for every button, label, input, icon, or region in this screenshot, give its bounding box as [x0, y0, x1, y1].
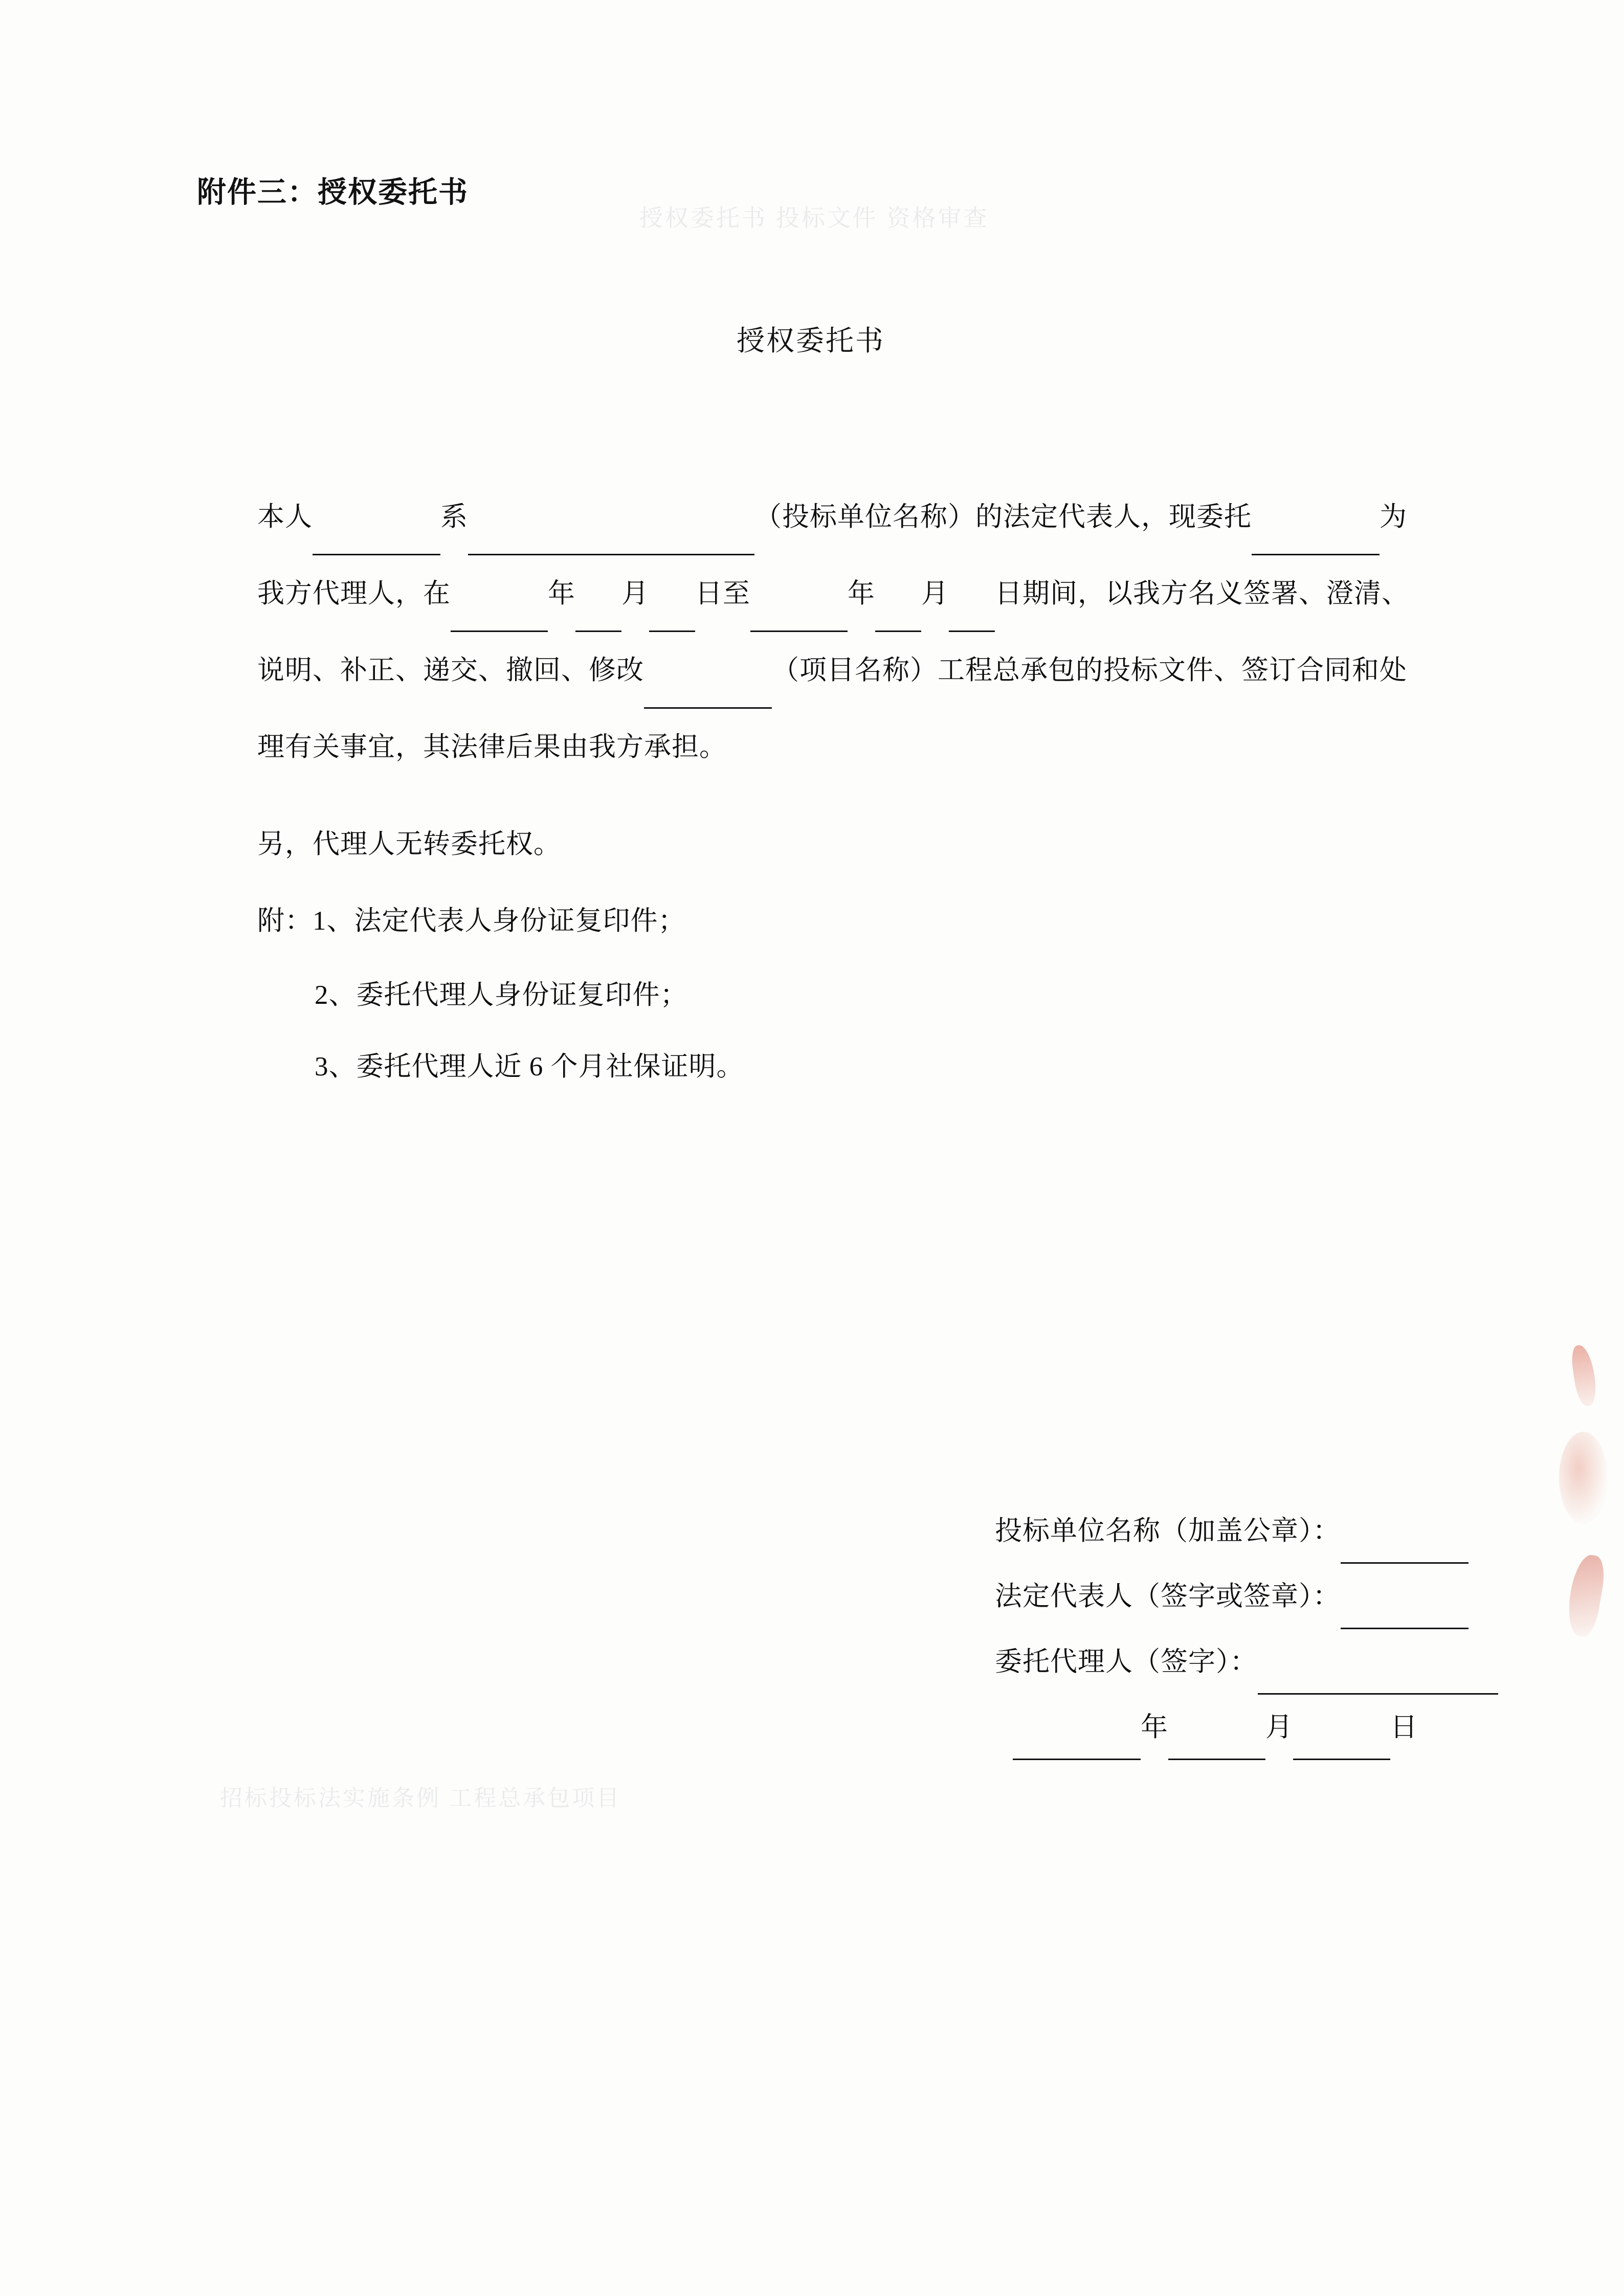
text-seg-day-to: 日至	[695, 579, 750, 609]
date-year-label: 年	[1141, 1713, 1168, 1742]
text-seg-legal-rep: （投标单位名称）的法定代表人，现委托	[754, 502, 1252, 532]
signature-date	[995, 1695, 1498, 1760]
signature-block	[995, 1498, 1498, 1760]
faint-background-text-top: 授权委托书 投标文件 资格审查	[639, 205, 989, 231]
text-seg-closing: （项目名称）工程总承包的投标文件、签订合同和处理有关事宜，其法律后果由我方承担。	[257, 656, 1407, 762]
seal-smudge-top	[1570, 1344, 1598, 1407]
blank-signature-agent[interactable]	[1258, 1664, 1498, 1695]
attachment-item-2: 2、委托代理人身份证复印件；	[315, 980, 688, 1010]
blank-date-year[interactable]	[1013, 1730, 1141, 1760]
signature-legal-rep-label: 法定代表人（签字或签章）：	[995, 1582, 1341, 1611]
attachments-line	[197, 883, 1425, 959]
text-seg-month2: 月	[921, 579, 949, 609]
signature-bidder-unit	[995, 1498, 1498, 1564]
blank-end-day[interactable]	[949, 602, 995, 632]
signature-bidder-unit-label: 投标单位名称（加盖公章）：	[995, 1516, 1341, 1546]
blank-date-month[interactable]	[1168, 1730, 1265, 1760]
text-seg-scope: 日期间，以我方名义签署、澄清、说明、补正、递交、撤回、修改	[257, 579, 1409, 685]
text-seg-is: 系	[440, 502, 468, 532]
signature-agent	[995, 1629, 1498, 1695]
blank-agent-name[interactable]	[1252, 525, 1380, 555]
text-seg-year1: 年	[548, 579, 575, 609]
text-seg-month1: 月	[621, 579, 649, 609]
seal-smudge-middle	[1559, 1432, 1608, 1524]
signature-agent-label: 委托代理人（签字）：	[995, 1647, 1258, 1677]
blank-bidder-unit-name[interactable]	[468, 525, 754, 555]
attachment-item-1: 1、法定代表人身份证复印件；	[313, 906, 686, 936]
blank-end-month[interactable]	[875, 602, 921, 632]
faint-background-text-bottom: 招标投标法实施条例 工程总承包项目	[220, 1786, 621, 1811]
paragraph-authorization	[197, 479, 1425, 785]
blank-start-year[interactable]	[451, 602, 548, 632]
body-text	[197, 479, 1425, 1102]
attachment-header: 附件三：授权委托书	[197, 175, 469, 209]
blank-start-day[interactable]	[649, 602, 695, 632]
blank-principal-name[interactable]	[313, 525, 440, 555]
attachment-item-3: 3、委托代理人近 6 个月社保证明。	[315, 1052, 744, 1082]
blank-start-month[interactable]	[575, 602, 621, 632]
blank-signature-bidder-unit[interactable]	[1341, 1534, 1469, 1564]
document-title: 授权委托书	[736, 324, 885, 357]
blank-end-year[interactable]	[750, 602, 848, 632]
date-day-label: 日	[1390, 1713, 1418, 1742]
text-seg-agent: 为我方代理人，在	[257, 502, 1407, 609]
blank-project-name[interactable]	[644, 679, 772, 709]
text-seg-self: 本人	[257, 502, 313, 532]
text-seg-year2: 年	[848, 579, 875, 609]
attachments-label: 附：	[257, 906, 313, 936]
paragraph-no-subdelegation: 另，代理人无转委托权。	[257, 829, 561, 859]
document-content	[197, 169, 1425, 1742]
blank-signature-legal-rep[interactable]	[1341, 1599, 1469, 1629]
blank-date-day[interactable]	[1293, 1730, 1390, 1760]
date-month-label: 月	[1265, 1713, 1293, 1742]
seal-smudge-bottom	[1564, 1552, 1608, 1638]
signature-legal-rep	[995, 1564, 1498, 1629]
